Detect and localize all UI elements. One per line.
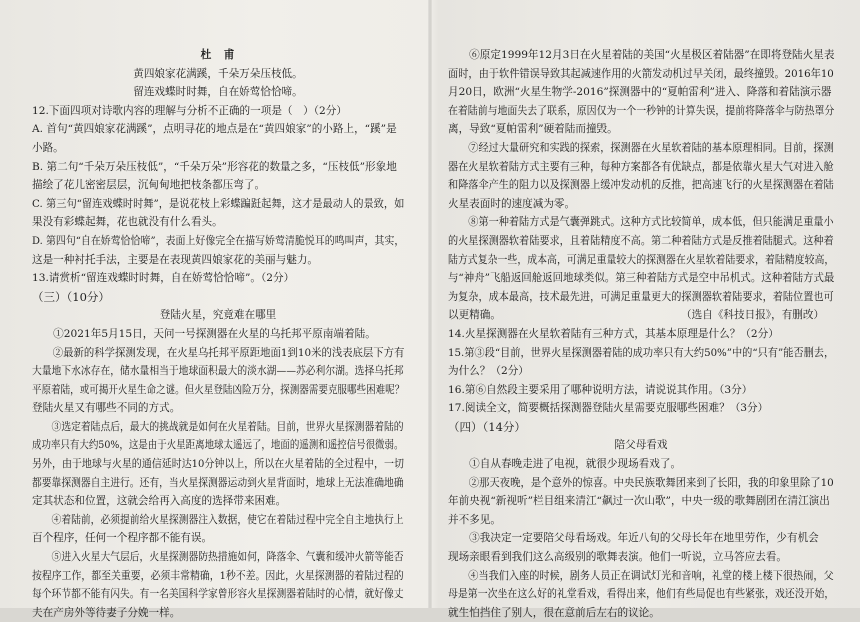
right-column-line: ⑧第一种着陆方式是气囊弹跳式。这种方式比较简单，成本低，但只能满足重量小 bbox=[448, 216, 834, 229]
right-column-line: 月20日，欧洲“火星生物学-2016”探测器中的“夏帕雷利”进入、降落和着陆演示器 bbox=[448, 86, 832, 99]
left-column-line: 登陆火星又有哪些不同的方式。 bbox=[32, 402, 181, 415]
left-column-line: 另外，由于地球与火星的通信延时达10分钟以上，所以在火星着陆的全过程中，一切 bbox=[32, 458, 404, 471]
left-column-line: ④着陆前，必须提前给火星探测器注入数据，使它在着陆过程中完全自主地执行上 bbox=[32, 513, 404, 526]
right-column-line: ③我决定一定要陪父母看场戏。年近八旬的父母长年在地里劳作，少有机会 bbox=[448, 532, 819, 545]
right-column-line: 17.阅读全文，简要概括探测器登陆火星需要克服哪些困难？（3分） bbox=[448, 402, 769, 415]
left-column-line: 每个环节都不能有闪失。有一名美国科学家曾形容火星探测器着陆时的心情，就好像丈 bbox=[32, 588, 404, 601]
left-column-line: ②最新的科学探测发现，在火星乌托邦平原距地面1到10米的浅表底层下方有 bbox=[32, 346, 405, 359]
left-column-line: A. 首句“黄四娘家花满蹊”，点明寻花的地点是在“黄四娘家”的小路上，“蹊”是 bbox=[32, 123, 397, 136]
right-column-line: 器在火星软着陆方式主要有三种，每种方案都各有优缺点，都是依靠火星大气对进入舱 bbox=[448, 160, 834, 173]
right-column-line: 15.第③段“目前，世界火星探测器着陆的成功率只有大约50%”中的“只有”能否删去， bbox=[448, 346, 835, 359]
left-column-line: 平原着陆，或可揭开火星生命之谜。但火星登陆凶险万分，探测器需要克服哪些困难呢？ bbox=[32, 383, 405, 396]
left-column-line: ③选定着陆点后，最大的挑战就是如何在火星着陆。目前，世界火星探测器着陆的 bbox=[32, 420, 404, 433]
left-column-line: 12.下面四项对诗歌内容的理解与分析不正确的一项是（ ）（2分） bbox=[32, 104, 347, 117]
right-column-line: 并不多见。 bbox=[448, 513, 501, 526]
right-column-line: 离，导致“夏帕雷利”硬着陆而撞毁。 bbox=[448, 123, 618, 136]
right-column-line: 的火星探测器软着陆要求，且着陆精度不高。第二种着陆方式是反推着陆腿式。这种着 bbox=[448, 234, 834, 247]
left-column-line: 杜 甫 bbox=[200, 49, 236, 61]
left-column-line: 成功率只有大约50%，这是由于火星距离地球太遥远了，地面的遥测和遥控信号很微弱。 bbox=[32, 439, 404, 452]
right-column-line: 与“神舟”飞船返回舱返回地球类似。第三种着陆方式是空中吊机式。这种着陆方式最 bbox=[448, 272, 835, 285]
right-column-line: 在着陆前与地面失去了联系，原因仅为一个一秒钟的计算失误，提前将降落伞与防热罩分 bbox=[448, 104, 835, 117]
right-column-line: ⑦经过大量研究和实践的探索，探测器在火星软着陆的基本原理相同。目前，探测 bbox=[448, 141, 834, 154]
right-column-line: ①自从春晚走进了电视，就很少现场看戏了。 bbox=[448, 458, 682, 471]
left-column-line: 按程序工作，都至关重要，必须丰常精确，1秒不差。因此，火星探测器的着陆过程的 bbox=[32, 569, 404, 582]
right-column-line: 现场亲眼看到我们这么高级别的歌舞表演。他们一听说，立马答应去看。 bbox=[448, 551, 787, 564]
left-column-line: 留连戏蝶时时舞，自在娇莺恰恰啼。 bbox=[133, 86, 303, 99]
right-column-line: 就生怕挡住了别人，很在意前后左右的议论。 bbox=[448, 606, 660, 619]
left-column-line: C. 第三句“留连戏蝶时时舞”，是说花枝上彩蝶蹁跹起舞，这才是最动人的景致，如 bbox=[32, 197, 405, 210]
right-column-line: 面时，由于软件错误导致其起减速作用的火箭发动机过早关闭，最终撞毁。2016年10 bbox=[448, 67, 834, 80]
left-column-line: 黄四娘家花满蹊，千朵万朵压枝低。 bbox=[133, 67, 303, 80]
right-column-line: 火星表面时的速度减为零。 bbox=[448, 197, 576, 210]
right-column-line: 年前央视“新视听”栏目组来清江“飙过一次山歌”，中央一级的歌舞剧团在清江演出 bbox=[448, 495, 830, 508]
left-column-line: 大量地下水冰存在，储水量相当于地球面积最大的淡水湖——苏必利尔湖。选择乌托邦 bbox=[32, 365, 404, 378]
page-fold bbox=[428, 0, 432, 608]
left-column-line: 夫在产房外等待妻子分娩一样。 bbox=[32, 606, 181, 619]
right-column-line: 14.火星探测器在火星软着陆有三种方式，其基本原理是什么？（2分） bbox=[448, 327, 779, 340]
right-column-line: 16.第⑥自然段主要采用了哪种说明方法，请说说其作用。（3分） bbox=[448, 383, 753, 396]
left-column-line: 百个程序，任何一个程序都不能有误。 bbox=[32, 532, 213, 545]
right-column-line: （四）（14分） bbox=[448, 419, 526, 434]
left-column-line: ①2021年5月15日，天问一号探测器在火星的乌托邦平原南端着陆。 bbox=[32, 327, 376, 340]
right-column-line: 母是第一次坐在这么好的礼堂看戏，看得出来，他们有些局促也有些紧张，戏还没开始， bbox=[448, 588, 835, 601]
right-column-line: ⑥原定1999年12月3日在火星着陆的美国“火星极区着陆器”在即将登陆火星表 bbox=[448, 49, 835, 61]
right-column-line: 以更精确。 （选自《科技日报》，有删改） bbox=[448, 309, 825, 322]
right-column-line: ②那天夜晚，是个意外的惊喜。中央民族歌舞团来到了长阳，我的印象里除了10 bbox=[448, 476, 834, 489]
left-column bbox=[32, 46, 404, 622]
left-column-line: ⑤进入火星大气层后，火星探测器防热措施如何，降落伞、气囊和缓冲火箭等能否 bbox=[32, 551, 404, 564]
left-column-line: B. 第二句“千朵万朵压枝低”，“千朵万朵”形容花的数量之多，“压枝低”形象地 bbox=[32, 160, 397, 173]
left-column-line: D. 第四句“自在娇莺恰恰啼”，表面上好像完全在描写娇莺清脆悦耳的鸣叫声，其实， bbox=[32, 234, 405, 247]
left-column-line: 这是一种衬托手法，主要是在表现黄四娘家花的美丽与魅力。 bbox=[32, 253, 319, 266]
right-column-line: 陆方式复杂一些，成本高，可满足重量较大的探测器在火星软着陆要求，着陆精度较高， bbox=[448, 253, 835, 266]
left-column-line: 定其状态和位置，这就会给再入高度的选择带来困难。 bbox=[32, 495, 287, 508]
right-column-line: ④当我们入座的时候，剧务人员正在调试灯光和音响，礼堂的楼上楼下很热闹，父 bbox=[448, 569, 834, 582]
left-column-line: 都要靠探测器自主进行。还有，当火星探测器运动到火星背面时，地球上无法准确地确 bbox=[32, 476, 404, 489]
right-column-line: 和降落伞产生的阻力以及探测器上缓冲发动机的反推，把高速飞行的火星探测器在着陆 bbox=[448, 179, 834, 192]
left-column-line: 登陆火星，究竟难在哪里 bbox=[159, 309, 277, 322]
left-column-line: （三）（10分） bbox=[32, 289, 110, 304]
left-column-line: 果没有彩蝶起舞，花也就没有什么看头。 bbox=[32, 216, 223, 229]
left-column-line: 描绘了花儿密密层层，沉甸甸地把枝条都压弯了。 bbox=[32, 179, 266, 192]
right-column bbox=[448, 46, 834, 622]
right-column-line: 为复杂，成本最高，技术最先进，可满足重量更大的探测器软着陆要求，着陆位置也可 bbox=[448, 290, 834, 303]
right-column-line: 陪父母看戏 bbox=[614, 439, 668, 452]
left-column-line: 小路。 bbox=[32, 141, 64, 154]
right-column-line: 为什么？（2分） bbox=[448, 365, 529, 378]
left-column-line: 13.请赏析“留连戏蝶时时舞，自在娇莺恰恰啼”。（2分） bbox=[32, 272, 295, 285]
